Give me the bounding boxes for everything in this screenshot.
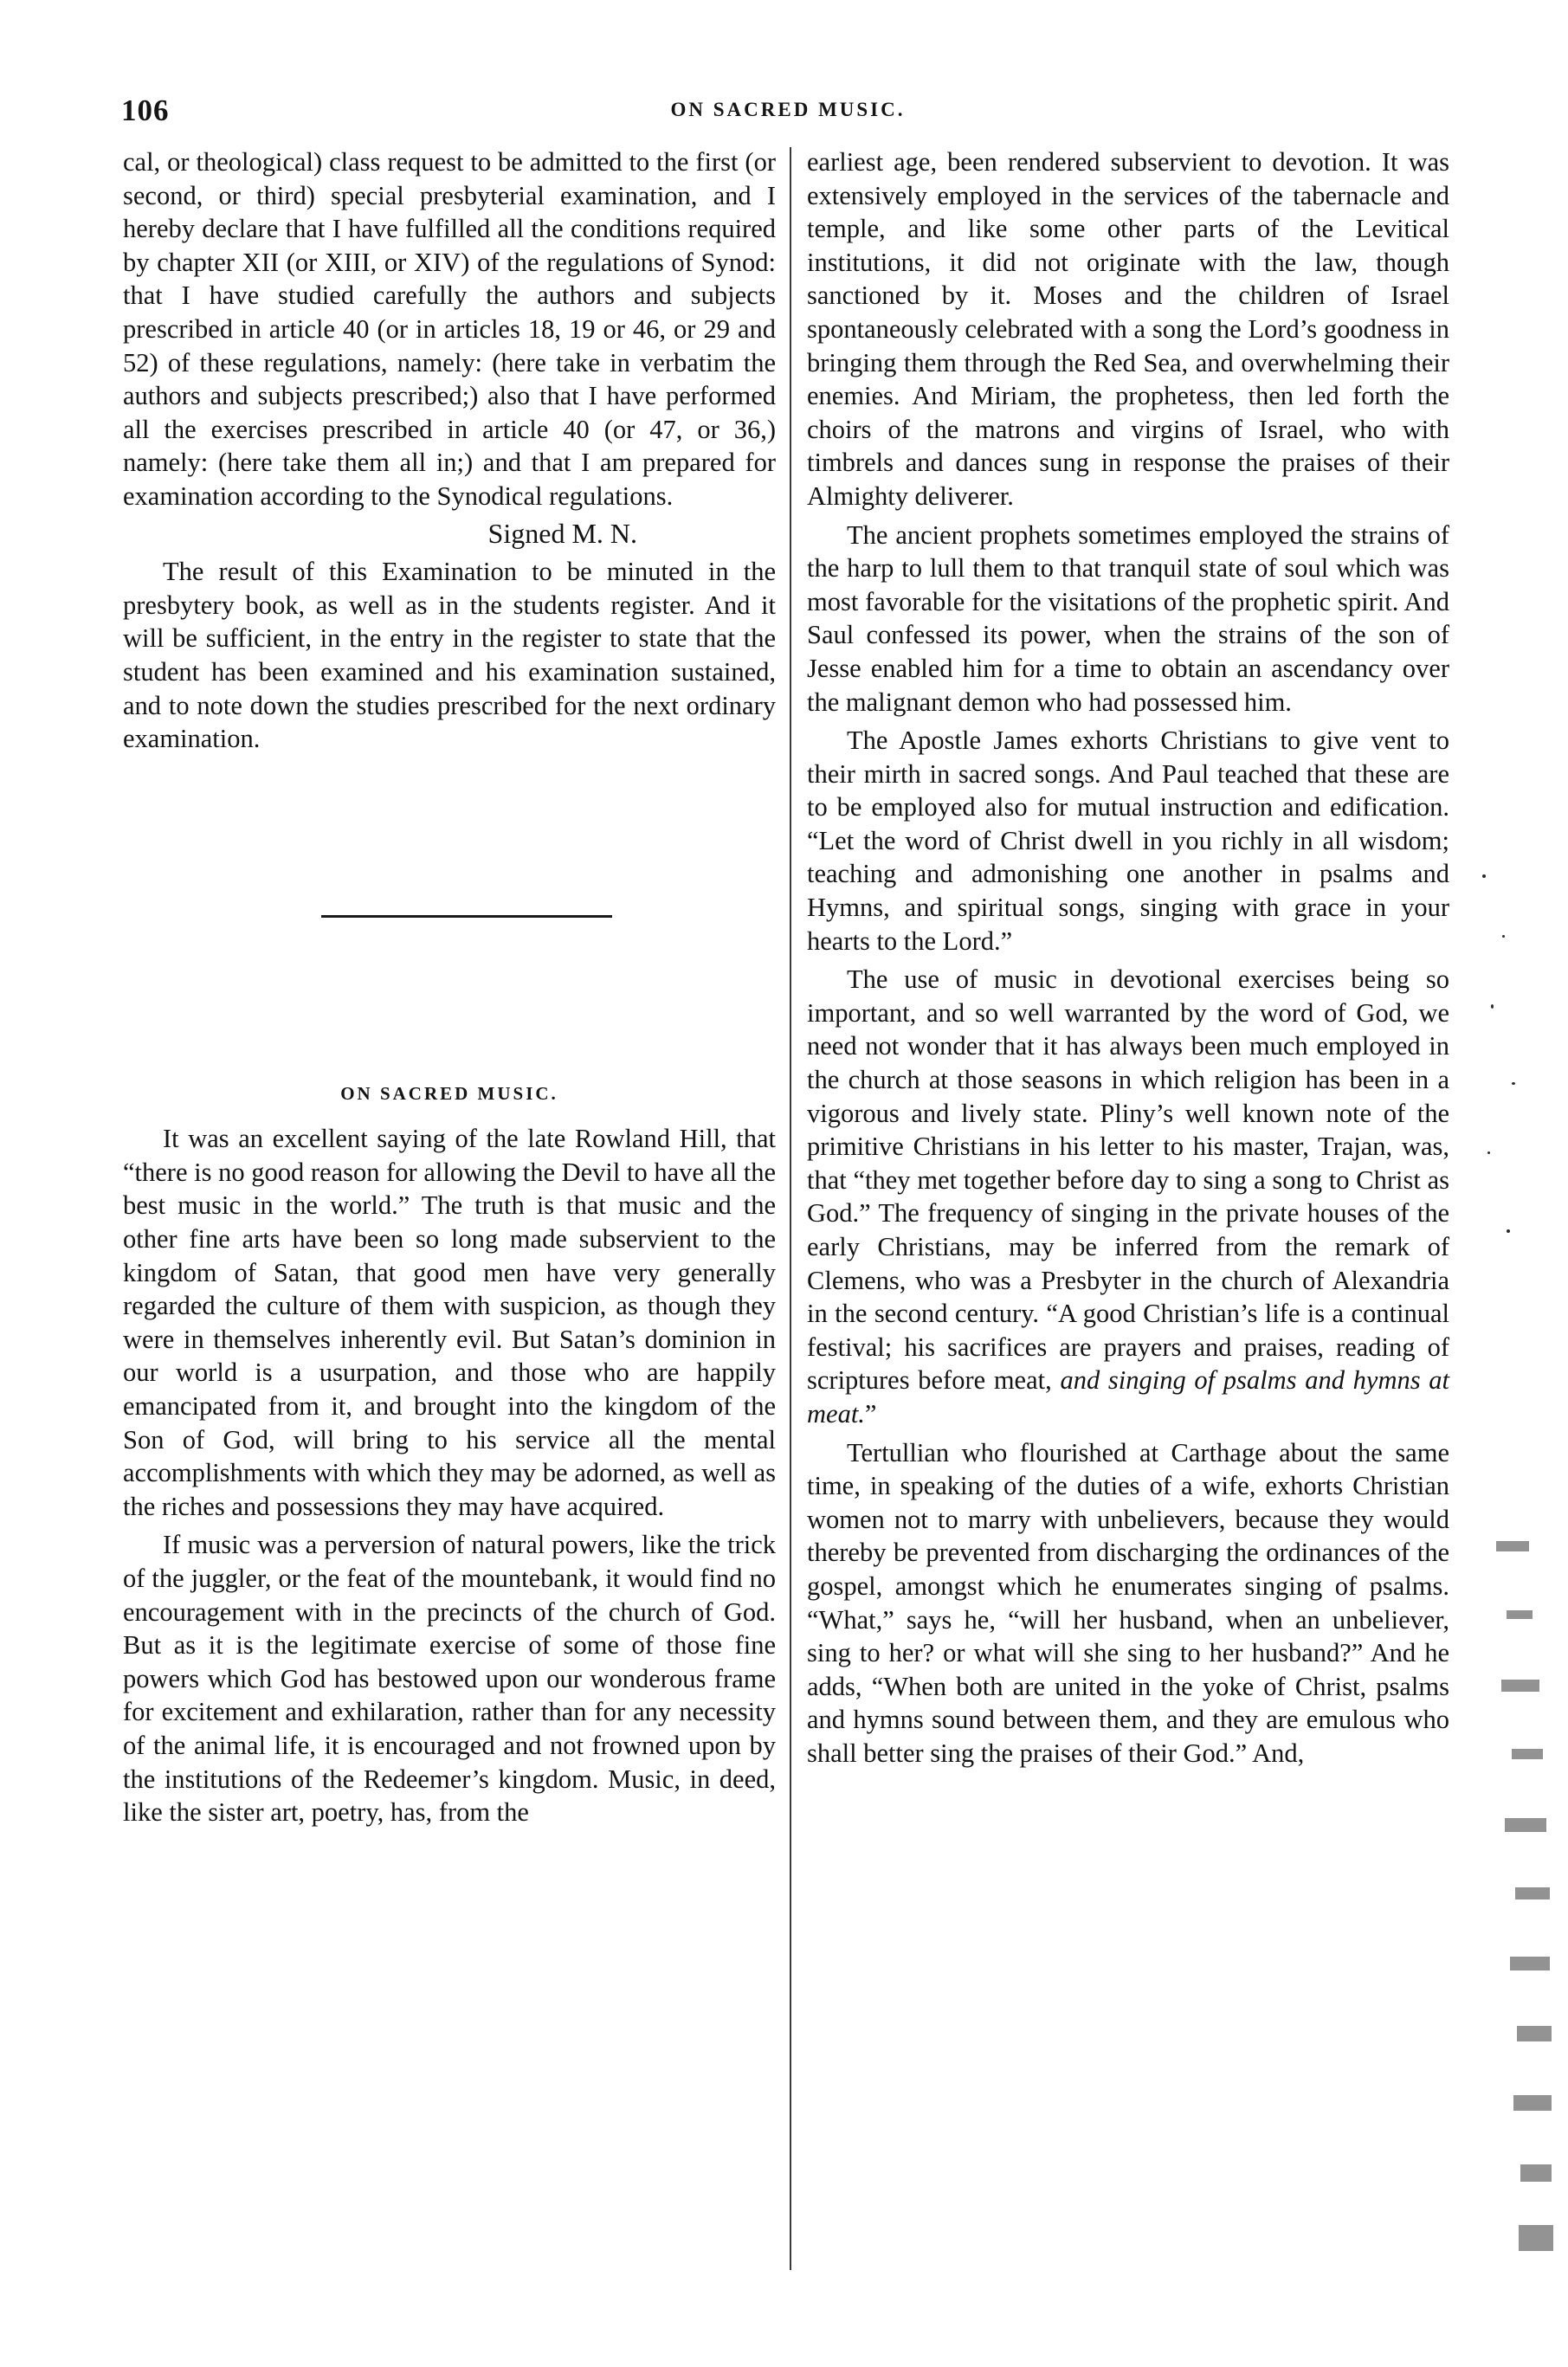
- paragraph-text: The use of music in devotional exercises being so important, and so well warranted by the word of God, we need not wonder that it has always been much employed in the church at those seasons in which religion has been in a vigorous and lively state. Pliny’s well known note of the primitive Christians in his letter to his master, Trajan, was, that “they met together before day to sing a song to Christ as God.” The frequency of singing in the private houses of the early Christians, may be inferred from the remark of Clemens, who was a Presbyter in the church of Alexandria in the second century. “A good Christian’s life is a continual festival; his sacrifices are prayers and praises, reading of scriptures before meat,: [807, 964, 1449, 1396]
- article-paragraph-4: The ancient prophets sometimes employed the strains of the harp to lull them to that tranquil state of soul which was most favorable for the visitations of the prophetic spirit. And Saul confessed its power, when the strains of the son of Jesse enabled him for a time to obtain an ascendancy over the malignant demon who had possessed him.: [807, 519, 1449, 717]
- article-paragraph-3: earliest age, been rendered subservient to devotion. It was extensively employed in the services of the tabernacle and temple, and like some other parts of the Levitical institutions, it did not originate with the law, though sanctioned by it. Moses and the children of Israel spontaneously celebrated with a song the Lord’s goodness in bringing them through the Red Sea, and overwhelming their enemies. And Miriam, the prophetess, then led forth the choirs of the matrons and virgins of Israel, who with timbrels and dances sung in response the praises of their Almighty deliverer.: [807, 147, 1449, 511]
- scan-speck: [1507, 1229, 1510, 1233]
- italic-quote: and singing of psalms and hymns at meat.: [807, 1365, 1449, 1429]
- scan-speck: [1491, 1004, 1494, 1009]
- column-divider: [790, 147, 791, 2270]
- article-paragraph-5: The Apostle James exhorts Christians to give vent to their mirth in sacred songs. And Paul teached that these are to be employed also for mutual instruction and edification. “Let the word of Christ dwell in you richly in all wisdom; teaching and admonishing one another in psalms and Hymns, and spiritual songs, singing with grace in your hearts to the Lord.”: [807, 726, 1449, 956]
- article-paragraph-1: It was an excellent saying of the late Rowland Hill, that “there is no good reason for allowing the Devil to have all the best music in the world.” The truth is that music and the other fine arts have been so long made subservient to the kingdom of Satan, that good men have very generally regarded the culture of them with suspicion, as though they were in themselves inherently evil. But Satan’s dominion in our world is a usurpation, and those who are happily emancipated from it, and brought into the kingdom of the Son of God, will bring to his service all the mental accomplishments with which they may be adorned, as well as the riches and possessions they may have acquired.: [123, 1124, 776, 1521]
- scan-speck: [1512, 1082, 1515, 1085]
- scan-edge-bleed-texture: [1462, 1316, 1557, 2286]
- signature-line: Signed M. N.: [487, 517, 637, 549]
- scan-speck: [1502, 935, 1505, 938]
- result-paragraph: The result of this Examination to be minuted in the presbytery book, as well as in the students register. And it will be sufficient, in the entry in the register to state that the student has been examined and his examination sustained, and to note down the studies prescribed for the next ordinary examination.: [123, 557, 776, 754]
- closing-quote: ”: [864, 1398, 877, 1429]
- running-head: ON SACRED MUSIC.: [670, 99, 906, 120]
- article-paragraph-7: Tertullian who flourished at Carthage about the same time, in speaking of the duties of a wife, exhorts Christian women not to marry with unbelievers, because they would thereby be prevented from discharging the ordinances of the gospel, amongst which he enumerates singing of psalms. “What,” says he, “will her husband, when an unbeliever, sing to her? or what will she sing to her husband?” And he adds, “When both are united in the yoke of Christ, psalms and hymns sound between them, and they are emulous who shall better sing the praises of their God.” And,: [807, 1437, 1449, 1768]
- section-title: ON SACRED MUSIC.: [340, 1082, 558, 1104]
- page-number: 106: [121, 94, 170, 127]
- left-column: [123, 145, 776, 1829]
- right-column: [807, 145, 1449, 1770]
- scan-speck: [1487, 1151, 1490, 1154]
- declaration-form-text: cal, or theological) class request to be admitted to the first (or second, or third) special presbyterial examination, and I hereby declare that I have fulfilled all the conditions required by chapter XII (or XIII, or XIV) of the regulations of Synod: that I have studied carefully the authors and subjects prescribed in article 40 (or in articles 18, 19 or 46, or 29 and 52) of these regulations, namely: (here take in verbatim the authors and subjects prescribed;) also that I have performed all the exercises prescribed in article 40 (or 47, or 36,) namely: (here take them all in;) and that I am prepared for examination according to the Synodical regulations.: [123, 147, 776, 511]
- scan-speck: [1482, 874, 1486, 878]
- article-paragraph-6: [807, 963, 1449, 1430]
- section-divider-rule: [321, 915, 612, 918]
- article-paragraph-2: If music was a perversion of natural powers, like the trick of the juggler, or the feat of the mountebank, it would find no encouragement with in the precincts of the church of God. But as it is the legitimate exercise of some of those fine powers which God has bestowed upon our wonderous frame for excitement and exhilaration, rather than for any necessity of the animal life, it is encouraged and not frowned upon by the institutions of the Redeemer’s kingdom. Music, in deed, like the sister art, poetry, has, from the: [123, 1530, 776, 1828]
